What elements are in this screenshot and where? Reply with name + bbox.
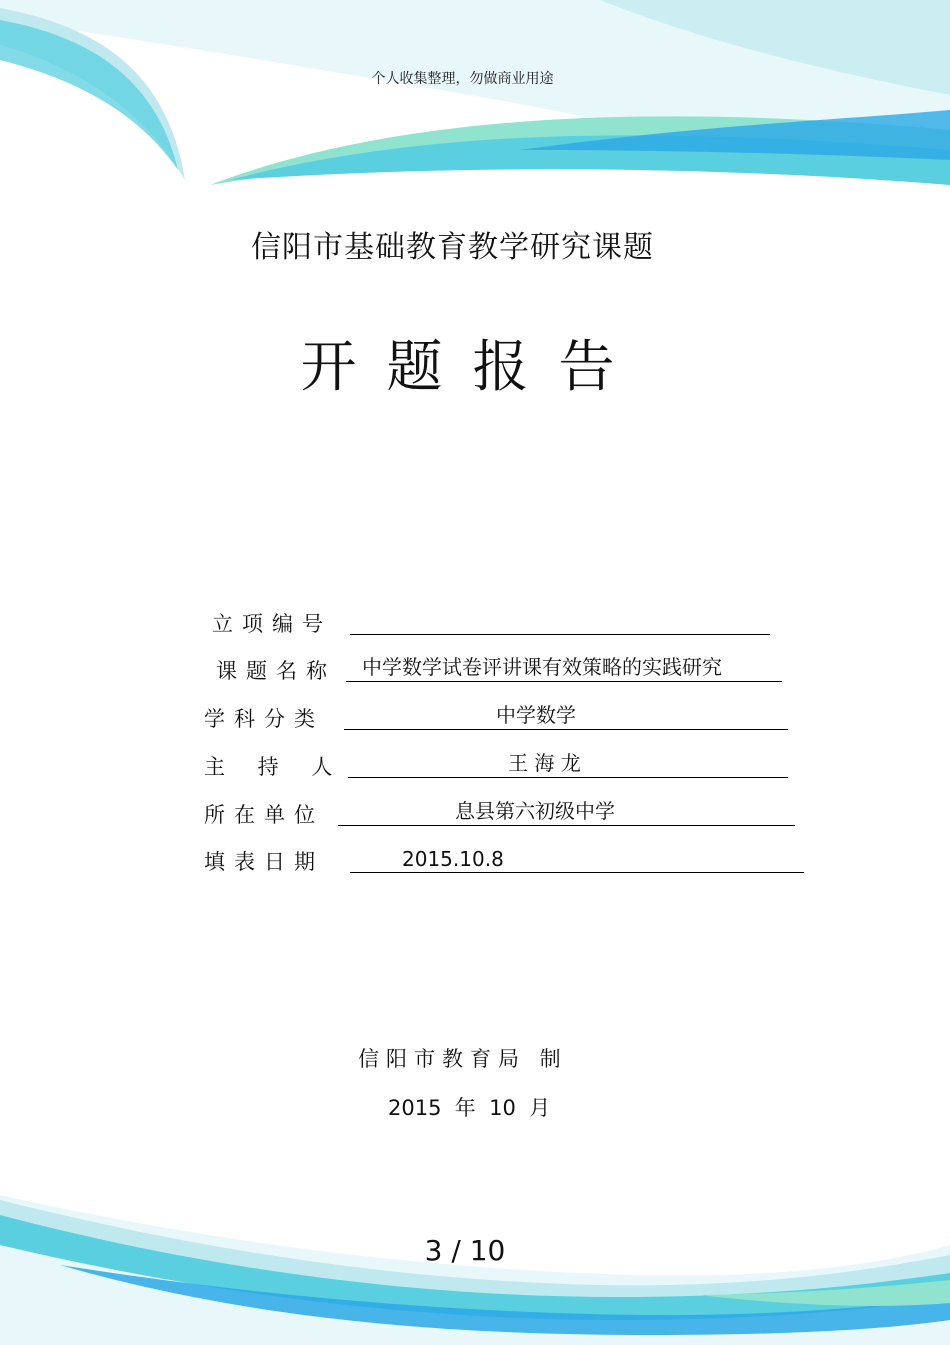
host-label: 主 持 人 [204, 755, 346, 779]
page-title: 开题报告 [300, 335, 645, 400]
watermark-text: 个人收集整理，勿做商业用途 [371, 71, 554, 87]
unit-value: 息县第六初级中学 [455, 799, 615, 823]
subject-field [344, 699, 788, 730]
host-row [0, 747, 950, 787]
project-no-field [350, 604, 770, 635]
host-field [348, 747, 788, 778]
unit-field [338, 795, 795, 826]
page-number: 3 / 10 [424, 1234, 506, 1267]
host-value: 王 海 龙 [508, 751, 581, 775]
topic-name-label: 课题名称 [216, 659, 336, 683]
fill-date-field [350, 842, 804, 873]
fill-date-value: 2015.10.8 [402, 847, 504, 871]
topic-name-field [346, 651, 782, 682]
issuer-text: 信阳市教育局 制 [358, 1047, 568, 1071]
subject-label: 学科分类 [204, 707, 324, 731]
top-wave-decoration [0, 0, 950, 220]
topic-name-value: 中学数学试卷评讲课有效策略的实践研究 [362, 655, 722, 679]
subject-value: 中学数学 [496, 703, 576, 727]
topic-name-row [0, 651, 950, 691]
report-subtitle: 信阳市基础教育教学研究课题 [251, 230, 654, 265]
fill-date-row [0, 842, 950, 882]
unit-label: 所在单位 [204, 803, 324, 827]
issue-date-text: 2015 年 10 月 [388, 1096, 551, 1120]
subject-row [0, 699, 950, 739]
fill-date-label: 填表日期 [204, 850, 324, 874]
project-no-row [0, 604, 950, 644]
unit-row [0, 795, 950, 835]
project-no-label: 立项编号 [212, 612, 332, 636]
